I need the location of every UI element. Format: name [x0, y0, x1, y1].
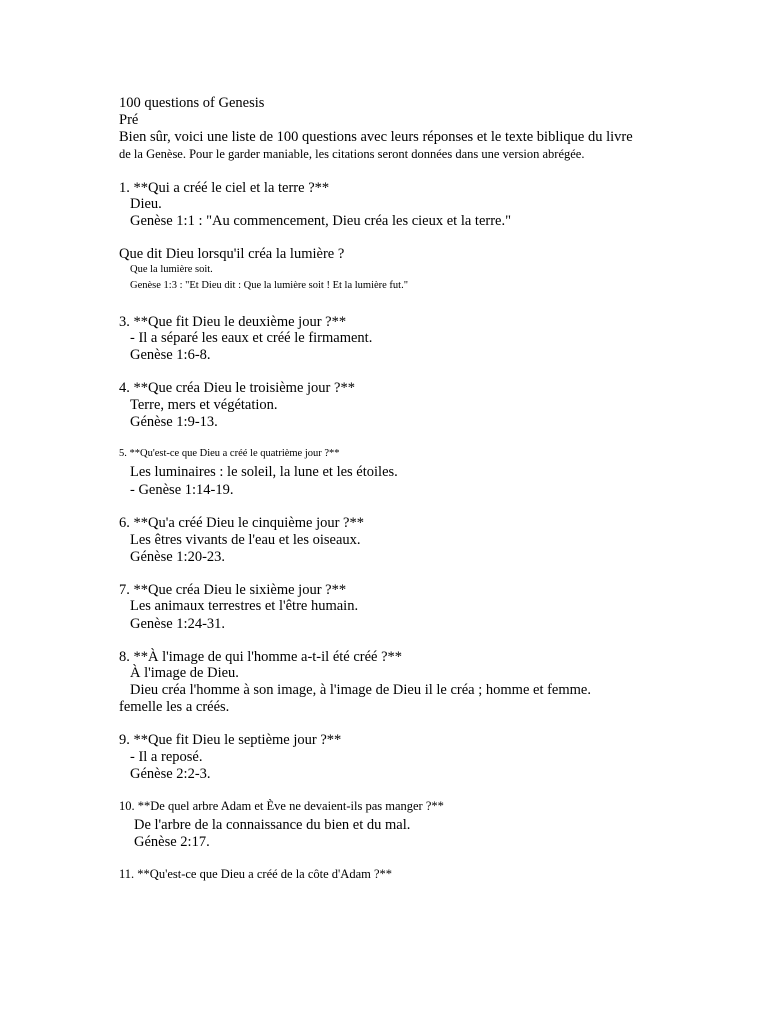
- intro-line-2: de la Genèse. Pour le garder maniable, les citations seront données dans une version abrégée.: [119, 147, 585, 161]
- q8-question: 8. **À l'image de qui l'homme a-t-il été créé ?**: [119, 649, 403, 665]
- q6-reference: Génèse 1:20-23.: [130, 549, 226, 565]
- q10-reference: Génèse 2:17.: [134, 834, 210, 850]
- q6-question: 6. **Qu'a créé Dieu le cinquième jour ?**: [119, 515, 364, 531]
- q4-question: 4. **Que créa Dieu le troisième jour ?**: [119, 380, 355, 396]
- q1-answer: Dieu.: [130, 196, 162, 212]
- document-subtitle: Pré: [119, 112, 139, 128]
- q1-question: 1. **Qui a créé le ciel et la terre ?**: [119, 180, 330, 196]
- q5-question: 5. **Qu'est-ce que Dieu a créé le quatrième jour ?**: [119, 448, 340, 459]
- q1-reference: Genèse 1:1 : "Au commencement, Dieu créa les cieux et la terre.": [130, 213, 512, 229]
- q5-reference: - Genèse 1:14-19.: [130, 482, 234, 498]
- q9-answer: - Il a reposé.: [130, 749, 203, 765]
- q4-answer: Terre, mers et végétation.: [130, 397, 278, 413]
- q8-answer: À l'image de Dieu.: [130, 665, 239, 681]
- q5-answer: Les luminaires : le soleil, la lune et les étoiles.: [130, 464, 398, 480]
- q8-reference-continuation: femelle les a créés.: [119, 699, 230, 715]
- q3-reference: Genèse 1:6-8.: [130, 347, 211, 363]
- q10-question: 10. **De quel arbre Adam et Ève ne devaient-ils pas manger ?**: [119, 799, 444, 813]
- q7-question: 7. **Que créa Dieu le sixième jour ?**: [119, 582, 347, 598]
- q2-reference: Genèse 1:3 : "Et Dieu dit : Que la lumière soit ! Et la lumière fut.": [130, 280, 408, 291]
- q7-answer: Les animaux terrestres et l'être humain.: [130, 598, 359, 614]
- q9-question: 9. **Que fit Dieu le septième jour ?**: [119, 732, 342, 748]
- q6-answer: Les êtres vivants de l'eau et les oiseaux.: [130, 532, 361, 548]
- q3-answer: - Il a séparé les eaux et créé le firmament.: [130, 330, 373, 346]
- document-title: 100 questions of Genesis: [119, 95, 265, 111]
- intro-line-1: Bien sûr, voici une liste de 100 questions avec leurs réponses et le texte biblique du livre: [119, 129, 633, 145]
- q2-answer: Que la lumière soit.: [130, 264, 213, 275]
- q3-question: 3. **Que fit Dieu le deuxième jour ?**: [119, 314, 347, 330]
- q2-question: Que dit Dieu lorsqu'il créa la lumière ?: [119, 246, 345, 262]
- q9-reference: Génèse 2:2-3.: [130, 766, 211, 782]
- q10-answer: De l'arbre de la connaissance du bien et du mal.: [134, 817, 411, 833]
- q7-reference: Genèse 1:24-31.: [130, 616, 226, 632]
- q11-question: 11. **Qu'est-ce que Dieu a créé de la côte d'Adam ?**: [119, 867, 393, 881]
- q4-reference: Génèse 1:9-13.: [130, 414, 218, 430]
- q8-reference: Dieu créa l'homme à son image, à l'image de Dieu il le créa ; homme et femme.: [130, 682, 591, 698]
